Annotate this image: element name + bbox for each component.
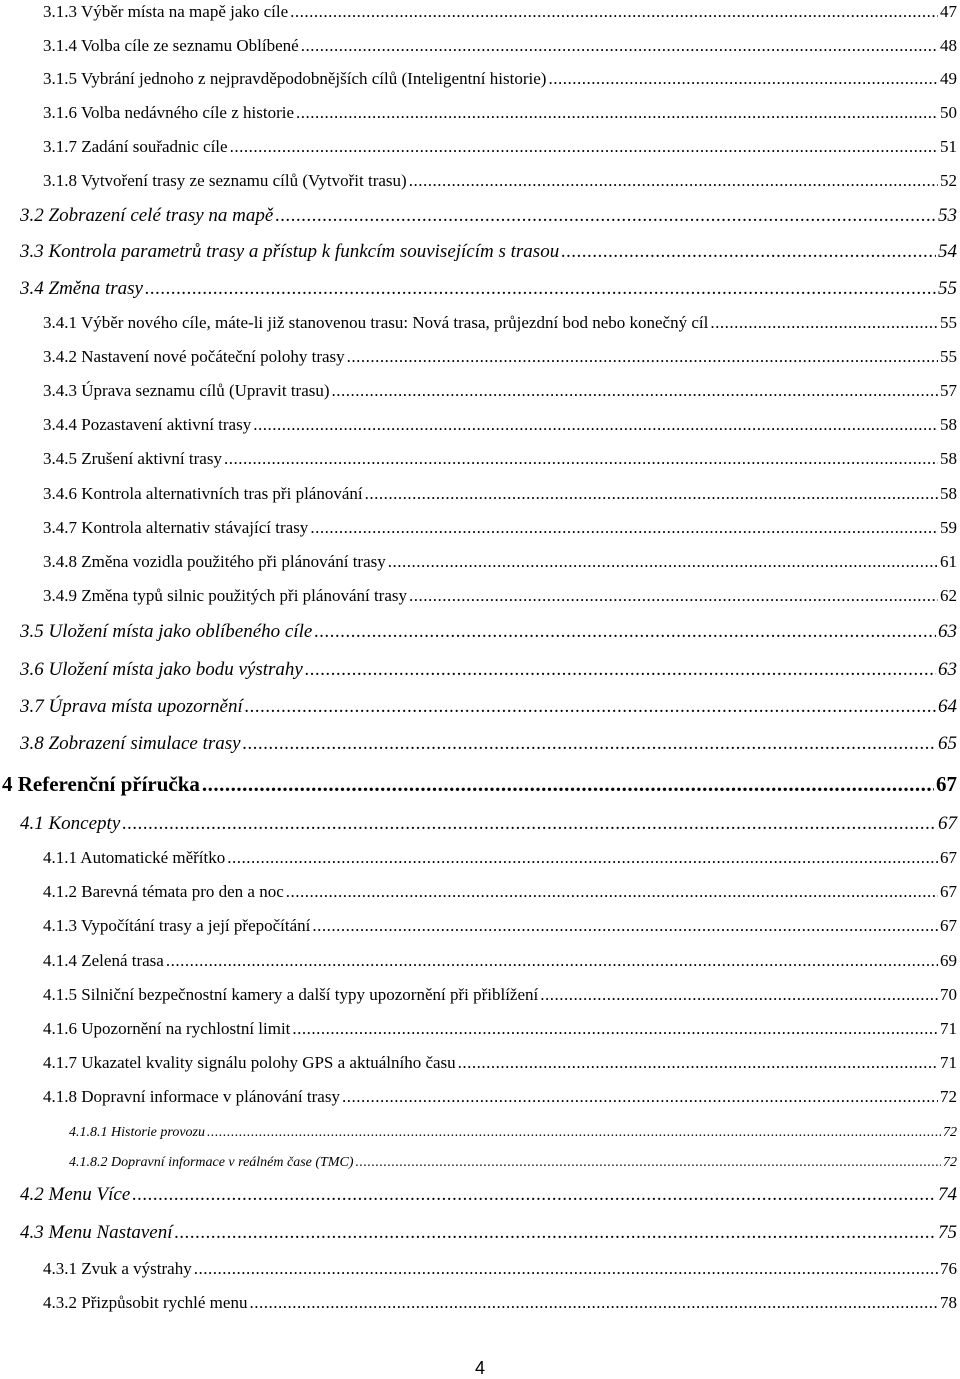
dot-leader [312,916,938,936]
dot-leader [292,1019,938,1039]
toc-entry[interactable] [69,1125,957,1141]
toc-entry[interactable] [43,552,957,572]
dot-leader [202,772,934,797]
page-number: 4 [474,1358,485,1378]
toc-entry-page: 70 [940,985,957,1004]
dot-leader [314,621,936,643]
toc-entry-title: 3.1.3 Výběr místa na mapě jako cíle [43,2,289,21]
toc-entry[interactable] [20,813,957,835]
toc-entry-page: 67 [938,813,957,834]
toc-entry-title: 3.1.8 Vytvoření trasy ze seznamu cílů (Vytvořit trasu) [43,171,407,190]
toc-entry-page: 75 [938,1222,957,1243]
toc-entry[interactable] [43,1087,957,1107]
dot-leader [224,449,938,469]
toc-entry-page: 63 [938,659,957,680]
toc-entry-page: 49 [940,69,957,88]
toc-entry[interactable] [43,1293,957,1313]
toc-entry[interactable] [43,985,957,1005]
toc-entry-page: 71 [940,1019,957,1038]
toc-entry-title: 3.4.7 Kontrola alternativ stávající trasy [43,518,309,537]
toc-entry-page: 72 [940,1087,957,1106]
toc-entry-page: 72 [943,1125,957,1140]
dot-leader [296,103,938,123]
toc-entry-title: 4.3.1 Zvuk a výstrahy [43,1259,192,1278]
dot-leader [207,1125,941,1141]
toc-entry-title: 4.3 Menu Nastavení [20,1222,173,1243]
toc-entry[interactable] [43,882,957,902]
dot-leader [548,69,938,89]
dot-leader [561,241,936,263]
toc-entry[interactable] [43,484,957,504]
toc-entry-page: 58 [940,449,957,468]
toc-entry-page: 50 [940,103,957,122]
toc-entry[interactable] [43,2,957,22]
toc-entry-page: 59 [940,518,957,537]
dot-leader [540,985,938,1005]
toc-entry-title: 3.5 Uložení místa jako oblíbeného cíle [20,621,313,642]
toc-entry[interactable] [43,1259,957,1279]
dot-leader [347,347,938,367]
toc-entry-title: 4.1.4 Zelená trasa [43,951,164,970]
toc-entry-page: 71 [940,1053,957,1072]
toc-entry[interactable] [43,449,957,469]
toc-entry[interactable] [43,381,957,401]
toc-entry-title: 4.3.2 Přizpůsobit rychlé menu [43,1293,248,1312]
toc-entry[interactable] [43,415,957,435]
toc-entry-page: 58 [940,484,957,503]
toc-entry-page: 67 [940,882,957,901]
dot-leader [145,278,936,300]
toc-entry[interactable] [43,951,957,971]
toc-entry-title: 3.3 Kontrola parametrů trasy a přístup k funkcím souvisejícím s trasou [20,241,560,262]
toc-entry-title: 3.4.6 Kontrola alternativních tras při plánování [43,484,363,503]
toc-entry-page: 67 [940,848,957,867]
toc-entry-title: 3.4.4 Pozastavení aktivní trasy [43,415,252,434]
toc-entry-title: 4.1.2 Barevná témata pro den a noc [43,882,284,901]
toc-entry[interactable] [43,103,957,123]
toc-entry-page: 52 [940,171,957,190]
toc-entry-page: 55 [940,313,957,332]
toc-entry-page: 53 [938,205,957,226]
toc-entry-title: 3.1.5 Vybrání jednoho z nejpravděpodobnějších cílů (Inteligentní historie) [43,69,547,88]
toc-entry[interactable] [43,69,957,89]
toc-entry-title: 4.1.3 Vypočítání trasy a její přepočítání [43,916,311,935]
dot-leader [166,951,938,971]
toc-entry-page: 55 [940,347,957,366]
toc-entry-title: 3.4.5 Zrušení aktivní trasy [43,449,222,468]
dot-leader [275,205,936,227]
toc-entry-title: 3.4.8 Změna vozidla použitého při plánování trasy [43,552,386,571]
toc-entry-title: 4.1.8.2 Dopravní informace v reálném čase (TMC) [69,1155,354,1170]
dot-leader [132,1184,936,1206]
toc-entry-title: 3.1.4 Volba cíle ze seznamu Oblíbené [43,36,299,55]
toc-entry[interactable] [20,1222,957,1244]
toc-entry-page: 58 [940,415,957,434]
dot-leader [175,1222,936,1244]
toc-entry-page: 48 [940,36,957,55]
toc-entry[interactable] [43,171,957,191]
toc-entry[interactable] [20,621,957,643]
toc-entry-title: 4.1.8.1 Historie provozu [69,1125,205,1140]
toc-entry-page: 76 [940,1259,957,1278]
toc-entry-page: 54 [938,241,957,262]
toc-entry-title: 3.1.6 Volba nedávného cíle z historie [43,103,295,122]
dot-leader [388,552,938,572]
toc-entry[interactable] [20,241,957,263]
toc-entry[interactable] [43,586,957,606]
toc-entry-title: 4.2 Menu Více [20,1184,131,1205]
toc-entry-title: 3.6 Uložení místa jako bodu výstrahy [20,659,303,680]
toc-entry-page: 64 [938,696,957,717]
toc-entry-title: 3.7 Úprava místa upozornění [20,696,243,717]
toc-entry[interactable] [2,772,957,797]
dot-leader [243,733,936,755]
dot-leader [458,1053,938,1073]
toc-entry-title: 3.4.2 Nastavení nové počáteční polohy trasy [43,347,345,366]
toc-entry-page: 62 [940,586,957,605]
dot-leader [290,2,938,22]
dot-leader [409,171,938,191]
toc-entry-title: 3.4.1 Výběr nového cíle, máte-li již stanovenou trasu: Nová trasa, průjezdní bod nebo konečný cíl [43,313,709,332]
toc-entry[interactable] [20,1184,957,1206]
toc-entry[interactable] [43,916,957,936]
dot-leader [409,586,938,606]
toc-entry[interactable] [20,205,957,227]
dot-leader [227,848,938,868]
dot-leader [710,313,938,333]
dot-leader [310,518,938,538]
toc-entry[interactable] [43,137,957,157]
dot-leader [245,696,936,718]
toc-entry-title: 4.1.1 Automatické měřítko [43,848,226,867]
toc-entry[interactable] [43,848,957,868]
toc-entry[interactable] [43,36,957,56]
toc-entry-title: 3.1.7 Zadání souřadnic cíle [43,137,228,156]
dot-leader [332,381,938,401]
dot-leader [342,1087,938,1107]
toc-entry[interactable] [69,1155,957,1171]
toc-entry-page: 63 [938,621,957,642]
toc-entry-page: 57 [940,381,957,400]
toc-entry-page: 65 [938,733,957,754]
toc-entry-title: 4.1.5 Silniční bezpečnostní kamery a další typy upozornění při přiblížení [43,985,539,1004]
toc-entry-title: 3.4.9 Změna typů silnic použitých při plánování trasy [43,586,408,605]
dot-leader [253,415,938,435]
dot-leader [249,1293,938,1313]
dot-leader [286,882,938,902]
toc-entry-page: 67 [936,772,957,796]
dot-leader [230,137,938,157]
dot-leader [365,484,938,504]
toc-entry-page: 67 [940,916,957,935]
toc-entry[interactable] [43,1053,957,1073]
toc-entry[interactable] [43,347,957,367]
toc-entry-page: 51 [940,137,957,156]
toc-entry[interactable] [20,733,957,755]
dot-leader [194,1259,938,1279]
toc-entry-title: 4.1.8 Dopravní informace v plánování trasy [43,1087,340,1106]
toc-entry[interactable] [43,518,957,538]
toc-entry-page: 78 [940,1293,957,1312]
toc-entry-title: 3.4.3 Úprava seznamu cílů (Upravit trasu) [43,381,330,400]
toc-entry-page: 72 [943,1155,957,1170]
toc-entry-title: 4.1 Koncepty [20,813,121,834]
toc-entry-title: 3.8 Zobrazení simulace trasy [20,733,241,754]
toc-entry-page: 74 [938,1184,957,1205]
toc-entry[interactable] [43,313,957,333]
toc-entry-title: 4.1.6 Upozornění na rychlostní limit [43,1019,291,1038]
dot-leader [122,813,936,835]
toc-entry-title: 3.4 Změna trasy [20,278,143,299]
toc-entry[interactable] [43,1019,957,1039]
toc-entry-page: 47 [940,2,957,21]
dot-leader [355,1155,941,1171]
toc-entry-page: 55 [938,278,957,299]
toc-entry-title: 3.2 Zobrazení celé trasy na mapě [20,205,274,226]
toc-entry-page: 69 [940,951,957,970]
toc-entry-title: 4 Referenční příručka [2,772,200,796]
toc-entry[interactable] [20,696,957,718]
dot-leader [301,36,938,56]
toc-entry[interactable] [20,659,957,681]
dot-leader [305,659,936,681]
toc-entry-page: 61 [940,552,957,571]
toc-entry[interactable] [20,278,957,300]
toc-entry-title: 4.1.7 Ukazatel kvality signálu polohy GPS a aktuálního času [43,1053,456,1072]
